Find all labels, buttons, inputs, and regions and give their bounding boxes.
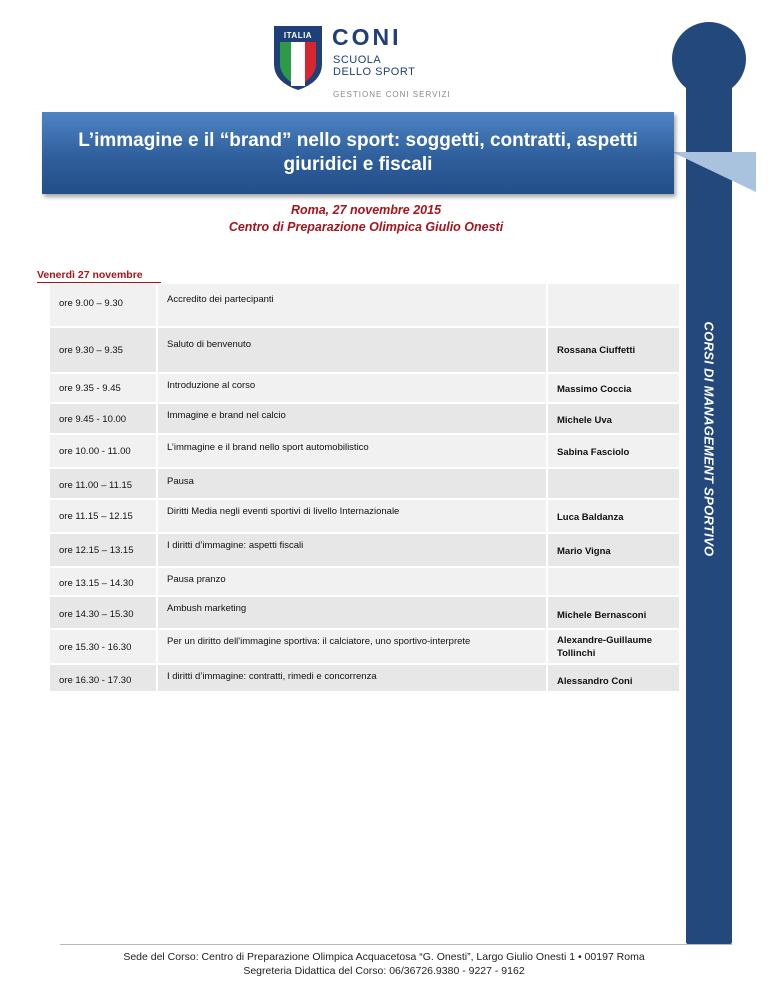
session-title: L’immagine e il brand nello sport automobilistico bbox=[167, 442, 369, 453]
session-speaker: Alexandre-Guillaume Tollinchi bbox=[557, 635, 653, 659]
session-time-cell bbox=[50, 469, 158, 498]
event-place: Centro di Preparazione Olimpica Giulio Onesti bbox=[228, 220, 504, 234]
page-title: L’immagine e il “brand” nello sport: soggetti, contratti, aspetti giuridici e fiscali bbox=[78, 130, 638, 175]
session-speaker-cell bbox=[548, 404, 679, 433]
session-time: ore 11.15 – 12.15 bbox=[59, 511, 133, 522]
session-time: ore 12.15 – 13.15 bbox=[59, 545, 134, 556]
session-speaker-cell bbox=[548, 597, 679, 628]
session-speaker: Michele Uva bbox=[557, 415, 612, 426]
session-time-cell bbox=[50, 500, 158, 532]
session-title-cell bbox=[158, 404, 548, 433]
session-title: Accredito dei partecipanti bbox=[167, 294, 274, 305]
schedule-row bbox=[50, 597, 679, 630]
title-banner bbox=[42, 112, 674, 194]
session-title: Pausa bbox=[167, 476, 194, 487]
schedule-row bbox=[50, 404, 679, 435]
session-speaker: Rossana Ciuffetti bbox=[557, 345, 636, 356]
session-speaker: Massimo Coccia bbox=[557, 384, 632, 395]
session-time: ore 11.00 – 11.15 bbox=[59, 480, 133, 491]
session-time-cell bbox=[50, 435, 158, 467]
session-speaker-cell bbox=[548, 469, 679, 498]
italia-shield-icon bbox=[272, 24, 324, 92]
footer-line-1: Sede del Corso: Centro di Preparazione Olimpica Acquacetosa “G. Onesti”, Largo Giulio Onesti 1 • 00197 Roma bbox=[123, 951, 645, 963]
schedule-row bbox=[50, 374, 679, 404]
schedule-row bbox=[50, 500, 679, 534]
shield-text: ITALIA bbox=[283, 31, 313, 40]
session-title: Immagine e brand nel calcio bbox=[167, 410, 286, 421]
schedule-row bbox=[50, 630, 679, 665]
logo-brand: CONI bbox=[332, 24, 402, 50]
session-time-cell bbox=[50, 328, 158, 372]
session-title-cell bbox=[158, 534, 548, 566]
schedule-row bbox=[50, 284, 679, 328]
session-title-cell bbox=[158, 435, 548, 467]
session-title: I diritti d’immagine: aspetti fiscali bbox=[167, 540, 304, 551]
session-time: ore 10.00 - 11.00 bbox=[59, 446, 131, 457]
session-time-cell bbox=[50, 597, 158, 628]
session-time: ore 9.45 - 10.00 bbox=[59, 414, 127, 425]
banner-wedge bbox=[672, 152, 756, 192]
session-speaker-cell bbox=[548, 534, 679, 566]
session-title-cell bbox=[158, 469, 548, 498]
footer-line-2: Segreteria Didattica del Corso: 06/36726.9380 - 9227 - 9162 bbox=[243, 965, 525, 977]
session-time: ore 9.00 – 9.30 bbox=[59, 298, 123, 309]
schedule-row bbox=[50, 328, 679, 374]
session-speaker: Mario Vigna bbox=[557, 546, 611, 557]
session-title-cell bbox=[158, 665, 548, 691]
session-time-cell bbox=[50, 284, 158, 326]
schedule-table bbox=[50, 284, 679, 693]
logo-line-1: SCUOLA bbox=[333, 54, 382, 66]
session-speaker-cell bbox=[548, 630, 679, 663]
session-time-cell bbox=[50, 665, 158, 691]
session-speaker-cell bbox=[548, 568, 679, 595]
session-title-cell bbox=[158, 630, 548, 663]
schedule-row bbox=[50, 568, 679, 597]
session-time: ore 15.30 - 16.30 bbox=[59, 642, 132, 653]
day-underline bbox=[37, 282, 161, 283]
session-speaker: Luca Baldanza bbox=[557, 512, 624, 523]
session-title-cell bbox=[158, 374, 548, 402]
sidebar-label: CORSI DI MANAGEMENT SPORTIVO bbox=[701, 321, 717, 557]
session-title: Per un diritto dell'immagine sportiva: il calciatore, uno sportivo-interprete bbox=[167, 636, 471, 647]
schedule-row bbox=[50, 435, 679, 469]
session-title-cell bbox=[158, 500, 548, 532]
footer-rule bbox=[60, 944, 732, 945]
session-title: I diritti d’immagine: contratti, rimedi e concorrenza bbox=[167, 671, 377, 682]
session-speaker: Sabina Fasciolo bbox=[557, 447, 630, 458]
coni-logo bbox=[272, 24, 472, 104]
schedule-row bbox=[50, 469, 679, 500]
session-time-cell bbox=[50, 568, 158, 595]
session-time-cell bbox=[50, 374, 158, 402]
session-title: Introduzione al corso bbox=[167, 380, 256, 391]
session-title-cell bbox=[158, 284, 548, 326]
session-title-cell bbox=[158, 568, 548, 595]
session-title: Pausa pranzo bbox=[167, 574, 226, 585]
logo-line-2: DELLO SPORT bbox=[333, 66, 416, 78]
day-label: Venerdì 27 novembre bbox=[37, 269, 143, 281]
schedule-row bbox=[50, 665, 679, 693]
session-speaker-cell bbox=[548, 435, 679, 467]
session-title: Saluto di benvenuto bbox=[167, 339, 251, 350]
session-time: ore 9.35 - 9.45 bbox=[59, 383, 121, 394]
session-time: ore 13.15 – 14.30 bbox=[59, 578, 134, 589]
session-time: ore 14.30 – 15.30 bbox=[59, 609, 134, 620]
logo-subtitle: GESTIONE CONI SERVIZI bbox=[333, 90, 451, 99]
session-title: Diritti Media negli eventi sportivi di livello Internazionale bbox=[167, 506, 400, 517]
session-speaker-cell bbox=[548, 328, 679, 372]
session-title: Ambush marketing bbox=[167, 603, 247, 614]
session-speaker-cell bbox=[548, 284, 679, 326]
session-speaker-cell bbox=[548, 500, 679, 532]
session-speaker-cell bbox=[548, 665, 679, 691]
session-speaker: Alessandro Coni bbox=[557, 676, 633, 687]
session-time: ore 16.30 - 17.30 bbox=[59, 675, 132, 686]
session-speaker: Michele Bernasconi bbox=[557, 610, 647, 621]
session-time-cell bbox=[50, 534, 158, 566]
session-title-cell bbox=[158, 597, 548, 628]
schedule-row bbox=[50, 534, 679, 568]
session-time-cell bbox=[50, 404, 158, 433]
session-time: ore 9.30 – 9.35 bbox=[59, 345, 123, 356]
session-time-cell bbox=[50, 630, 158, 663]
session-title-cell bbox=[158, 328, 548, 372]
event-date: Roma, 27 novembre 2015 bbox=[290, 203, 442, 217]
session-speaker-cell bbox=[548, 374, 679, 402]
